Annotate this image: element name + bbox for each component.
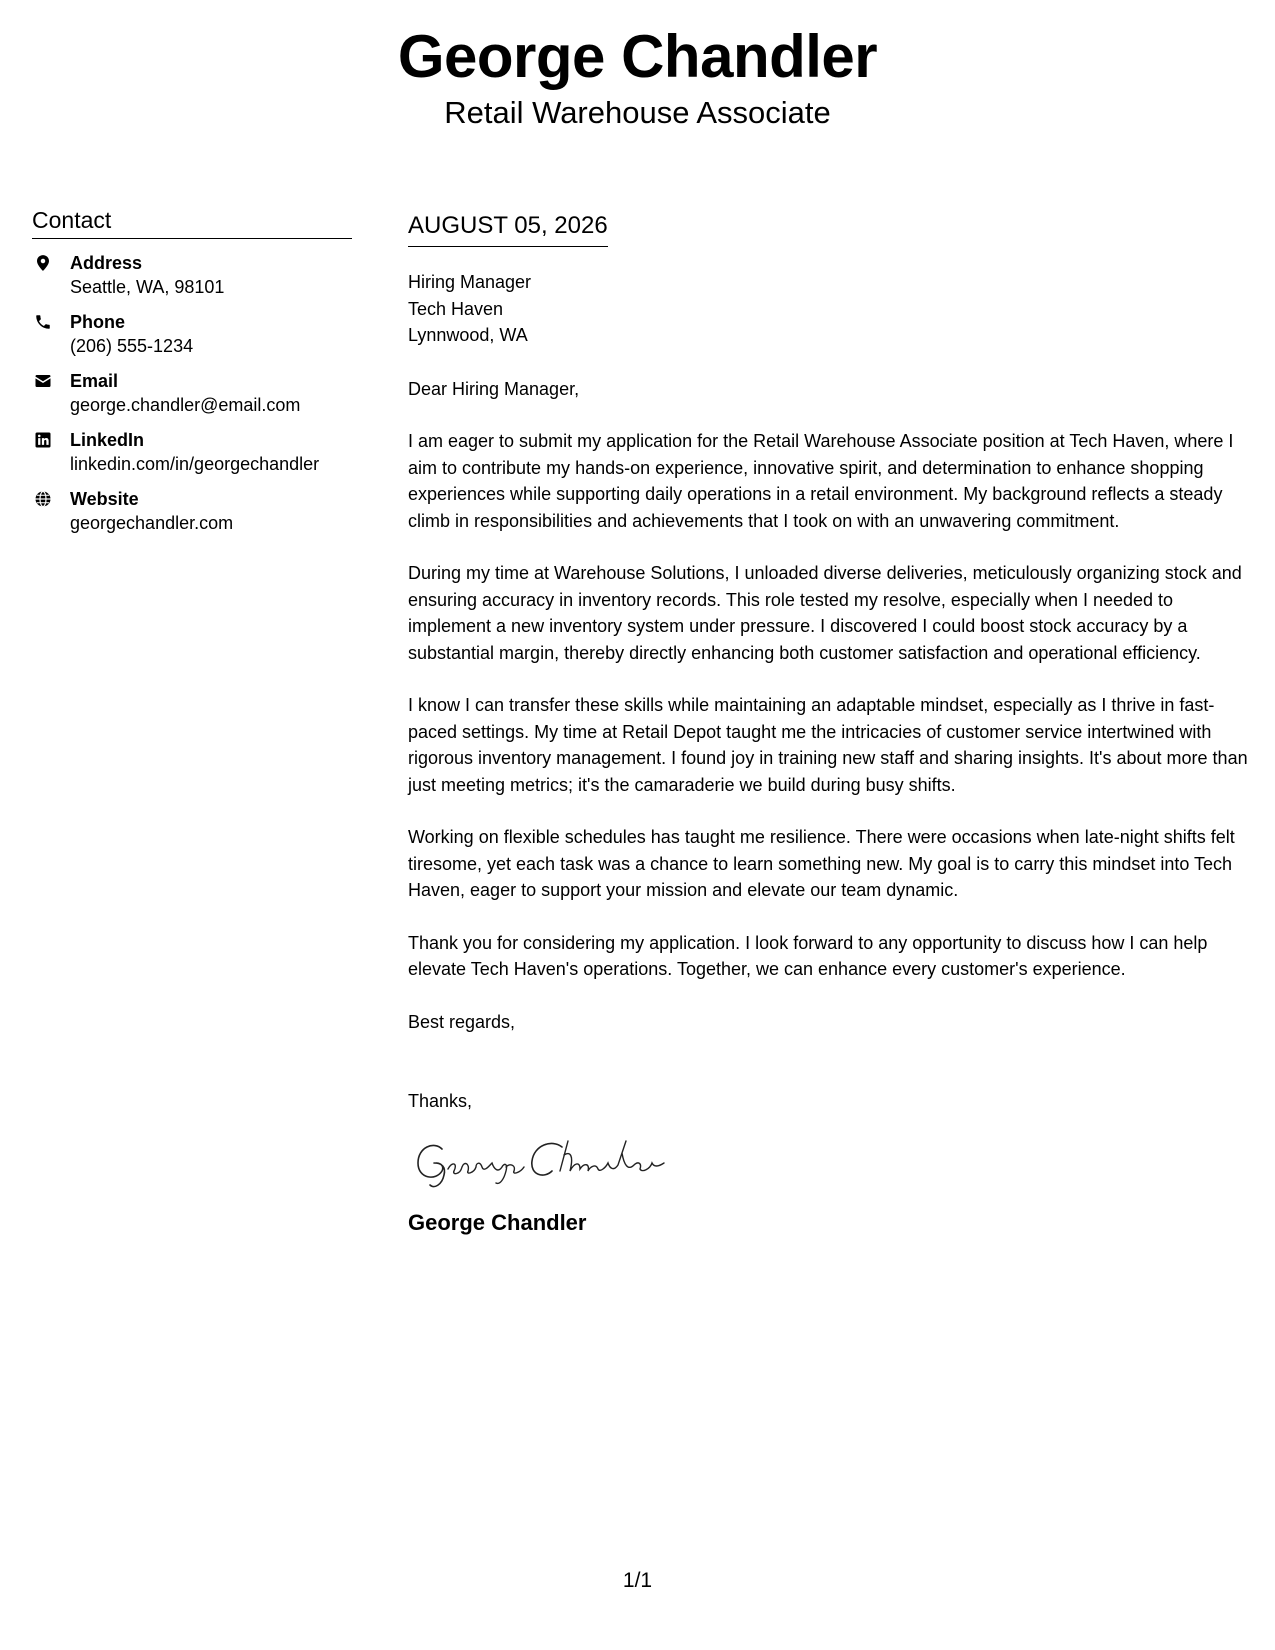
letter-header (0, 22, 1275, 132)
recipient-company: Tech Haven (408, 298, 504, 319)
contact-item-linkedin (32, 428, 352, 476)
globe-icon (34, 490, 52, 508)
contact-value-email: george.chandler@email.com (70, 395, 301, 415)
letter-date: AUGUST 05, 2026 (408, 212, 608, 239)
closing-line: Best regards, (408, 1011, 516, 1032)
contact-value-address: Seattle, WA, 98101 (70, 277, 225, 297)
contact-item-website (32, 487, 352, 535)
map-pin-icon (34, 254, 52, 272)
thanks-line: Thanks, (408, 1091, 473, 1111)
linkedin-icon (34, 431, 52, 449)
recipient-block (408, 269, 1258, 349)
contact-label-linkedin: LinkedIn (70, 430, 145, 450)
page-number: 1/1 (622, 1569, 653, 1592)
contact-sidebar (32, 206, 352, 546)
contact-label-email: Email (70, 371, 119, 391)
contact-value-website: georgechandler.com (70, 513, 234, 533)
date-block (408, 212, 608, 247)
body-paragraph: Working on flexible schedules has taught me resilience. There were occasions when late-night shifts felt tiresome, yet each task was a chance to learn something new. My goal is to carry this mindset into Tech Haven, eager to support your mission and elevate our team dynamic. (408, 827, 1235, 900)
applicant-name: George Chandler (397, 23, 878, 90)
body-paragraph: I am eager to submit my application for the Retail Warehouse Associate position at Tech Haven, where I aim to contribute my hands-on experience, innovative spirit, and determination to enhance shopping experiences while supporting daily operations in a retail environment. My background reflects a steady climb in responsibilities and achievements that I took on with an unwavering commitment. (408, 431, 1234, 531)
contact-item-email (32, 369, 352, 417)
body-paragraph: Thank you for considering my application. I look forward to any opportunity to discuss how I can help elevate Tech Haven's operations. Together, we can enhance every customer's experience. (408, 932, 1208, 979)
phone-icon (34, 313, 52, 331)
salutation: Dear Hiring Manager, (408, 378, 580, 399)
contact-label-phone: Phone (70, 312, 126, 332)
signer-name: George Chandler (408, 1209, 587, 1235)
email-icon (34, 372, 52, 390)
contact-value-phone: (206) 555-1234 (70, 336, 194, 356)
contact-list (32, 251, 352, 535)
contact-item-address (32, 251, 352, 299)
contact-item-phone (32, 310, 352, 358)
contact-heading: Contact (32, 206, 352, 239)
contact-label-website: Website (70, 489, 139, 509)
recipient-name: Hiring Manager (408, 272, 532, 292)
body-paragraph: I know I can transfer these skills while maintaining an adaptable mindset, especially as I thrive in fast-paced settings. My time at Retail Depot taught me the intricacies of customer service intertwined with rigorous inventory management. I found joy in training new staff and sharing insights. It's about more than just meeting metrics; it's the camaraderie we build during busy shifts. (408, 695, 1248, 795)
applicant-title: Retail Warehouse Associate (444, 95, 831, 130)
recipient-location: Lynnwood, WA (408, 325, 528, 345)
body-paragraph: During my time at Warehouse Solutions, I unloaded diverse deliveries, meticulously organizing stock and ensuring accuracy in inventory records. This role tested my resolve, especially when I needed to implement a new inventory system under pressure. I discovered I could boost stock accuracy by a substantial margin, thereby directly enhancing both customer satisfaction and operational efficiency. (408, 563, 1242, 663)
contact-label-address: Address (70, 253, 143, 273)
letter-body (408, 212, 1258, 1237)
handwritten-signature (412, 1133, 672, 1195)
contact-value-linkedin: linkedin.com/in/georgechandler (70, 454, 320, 474)
